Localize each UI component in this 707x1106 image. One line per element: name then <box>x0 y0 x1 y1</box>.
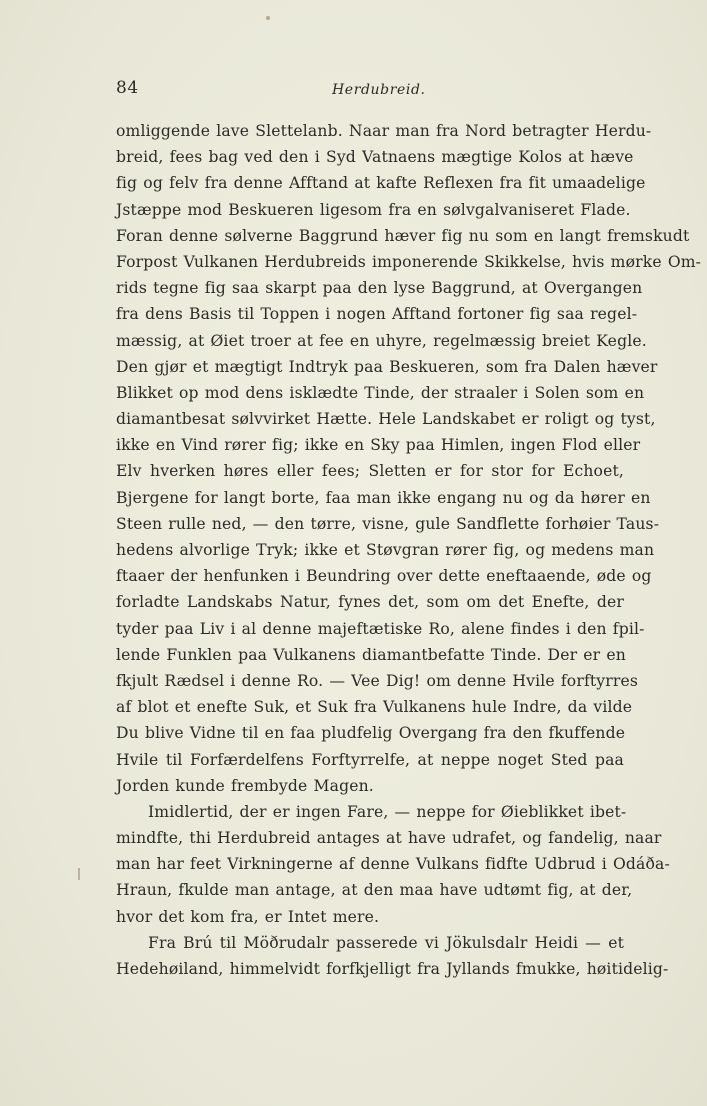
text-line: man har feet Virkningerne af denne Vulkans fidfte Udbrud i Odáða- <box>116 855 670 874</box>
page-header <box>116 78 624 102</box>
text-line: Imidlertid, der er ingen Fare, — neppe for Øieblikket ibet- <box>148 802 627 821</box>
text-line: Blikket op mod dens isklædte Tinde, der straaler i Solen som en <box>116 383 645 402</box>
text-line: rids tegne fig saa skarpt paa den lyse Baggrund, at Overgangen <box>116 279 643 298</box>
text-line: af blot et enefte Suk, et Suk fra Vulkanens hule Indre, da vilde <box>116 698 633 717</box>
text-line: Jorden kunde frembyde Magen. <box>116 776 374 795</box>
running-head: Herdubreid. <box>332 82 426 98</box>
body-text <box>116 118 702 982</box>
text-line: Jstæppe mod Beskueren ligesom fra en sølvgalvaniseret Flade. <box>116 200 631 219</box>
text-line: Hedehøiland, himmelvidt forfkjelligt fra Jyllands fmukke, høitidelig- <box>116 960 669 978</box>
text-line: omliggende lave Slettelanb. Naar man fra Nord betragter Herdu- <box>116 122 652 140</box>
text-line: hvor det kom fra, er Intet mere. <box>116 907 380 926</box>
text-line: tyder paa Liv i al denne majeftætiske Ro, alene findes i den fpil- <box>116 619 645 638</box>
text-line: hedens alvorlige Tryk; ikke et Støvgran rører fig, og medens man <box>116 541 655 559</box>
text-line: Forpost Vulkanen Herdubreids imponerende Skikkelse, hvis mørke Om- <box>116 252 702 271</box>
text-line: breid, fees bag ved den i Syd Vatnaens mægtige Kolos at hæve <box>116 148 634 167</box>
text-line: Steen rulle ned, — den tørre, visne, gule Sandflette forhøier Taus- <box>116 514 660 533</box>
text-line: Du blive Vidne til en faa pludfelig Overgang fra den fkuffende <box>116 724 626 743</box>
ink-spot <box>266 16 270 20</box>
text-line: fig og felv fra denne Afftand at kafte Reflexen fra fit umaadelige <box>116 174 646 193</box>
text-line: Elv hverken høres eller fees; Sletten er for stor for Echoet, <box>116 462 624 481</box>
margin-mark <box>78 868 80 880</box>
text-line: Hvile til Forfærdelfens Forftyrrelfe, at neppe noget Sted paa <box>116 750 624 769</box>
text-line: fra dens Basis til Toppen i nogen Afftand fortoner fig saa regel- <box>116 305 638 324</box>
text-line: Bjergene for langt borte, faa man ikke engang nu og da hører en <box>116 488 651 507</box>
text-line: mæssig, at Øiet troer at fee en uhyre, regelmæssig breiet Kegle. <box>116 331 647 350</box>
text-line: lende Funklen paa Vulkanens diamantbefatte Tinde. Der er en <box>116 645 626 664</box>
page-number: 84 <box>116 78 139 98</box>
text-line: fkjult Rædsel i denne Ro. — Vee Dig! om denne Hvile forftyrres <box>116 671 638 690</box>
text-line: Fra Brú til Möðrudalr passerede vi Jökulsdalr Heidi — et <box>148 933 624 952</box>
text-line: Den gjør et mægtigt Indtryk paa Beskueren, som fra Dalen hæver <box>116 357 658 376</box>
text-line: diamantbesat sølvvirket Hætte. Hele Landskabet er roligt og tyst, <box>116 410 656 429</box>
text-line: Hraun, fkulde man antage, at den maa have udtømt fig, at der, <box>116 881 633 900</box>
text-line: ftaaer der henfunken i Beundring over dette eneftaaende, øde og <box>116 567 652 586</box>
text-line: mindfte, thi Herdubreid antages at have udrafet, og fandelig, naar <box>116 829 662 848</box>
text-line: Foran denne sølverne Baggrund hæver fig nu som en langt fremskudt <box>116 226 690 245</box>
text-line: ikke en Vind rører fig; ikke en Sky paa Himlen, ingen Flod eller <box>116 436 641 455</box>
text-line: forladte Landskabs Natur, fynes det, som om det Enefte, der <box>116 593 624 612</box>
